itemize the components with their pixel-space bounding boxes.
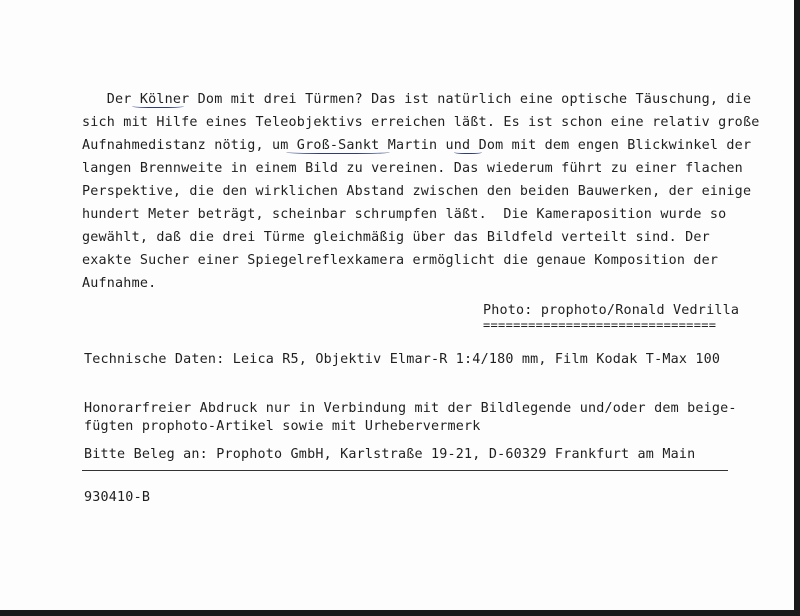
- reference-number: 930410-B: [84, 490, 151, 505]
- technical-data: Technische Daten: Leica R5, Objektiv Elmar-R 1:4/180 mm, Film Kodak T-Max 100: [84, 352, 721, 367]
- caption-line: langen Brennweite in einem Bild zu vereinen. Das wiederum führt zu einer flachen: [82, 161, 743, 176]
- photo-credit: Photo: prophoto/Ronald Vedrilla: [483, 303, 740, 318]
- caption-line: Der Kölner Dom mit drei Türmen? Das ist natürlich eine optische Täuschung, die: [82, 92, 752, 107]
- caption-line: sich mit Hilfe eines Teleobjektivs erreichen läßt. Es ist schon eine relativ große: [82, 115, 760, 130]
- pen-underline-dom: [454, 150, 482, 154]
- caption-line: exakte Sucher einer Spiegelreflexkamera ermöglicht die genaue Komposition der: [82, 253, 719, 268]
- pen-underline-gross-sankt-martin: [286, 150, 390, 154]
- caption-line: Aufnahme.: [82, 276, 157, 291]
- caption-line: gewählt, daß die drei Türme gleichmäßig über das Bildfeld verteilt sind. Der: [82, 230, 710, 245]
- caption-line: hundert Meter beträgt, scheinbar schrumpfen läßt. Die Kameraposition wurde so: [82, 207, 727, 222]
- rights-line: Honorarfreier Abdruck nur in Verbindung mit der Bildlegende und/oder dem beige-: [84, 401, 737, 416]
- caption-line: Perspektive, die den wirklichen Abstand zwischen den beiden Bauwerken, der einige: [82, 184, 752, 199]
- pen-underline-koelner: [132, 104, 184, 108]
- caption-line: Aufnahmedistanz nötig, um Groß-Sankt Martin und Dom mit dem engen Blickwinkel der: [82, 138, 752, 153]
- divider-rule: [82, 470, 728, 471]
- rights-line: fügten prophoto-Artikel sowie mit Urhebervermerk: [84, 419, 481, 434]
- credit-underline: ===============================: [483, 318, 717, 332]
- proof-address: Bitte Beleg an: Prophoto GmbH, Karlstraße 19-21, D-60329 Frankfurt am Main: [84, 447, 696, 462]
